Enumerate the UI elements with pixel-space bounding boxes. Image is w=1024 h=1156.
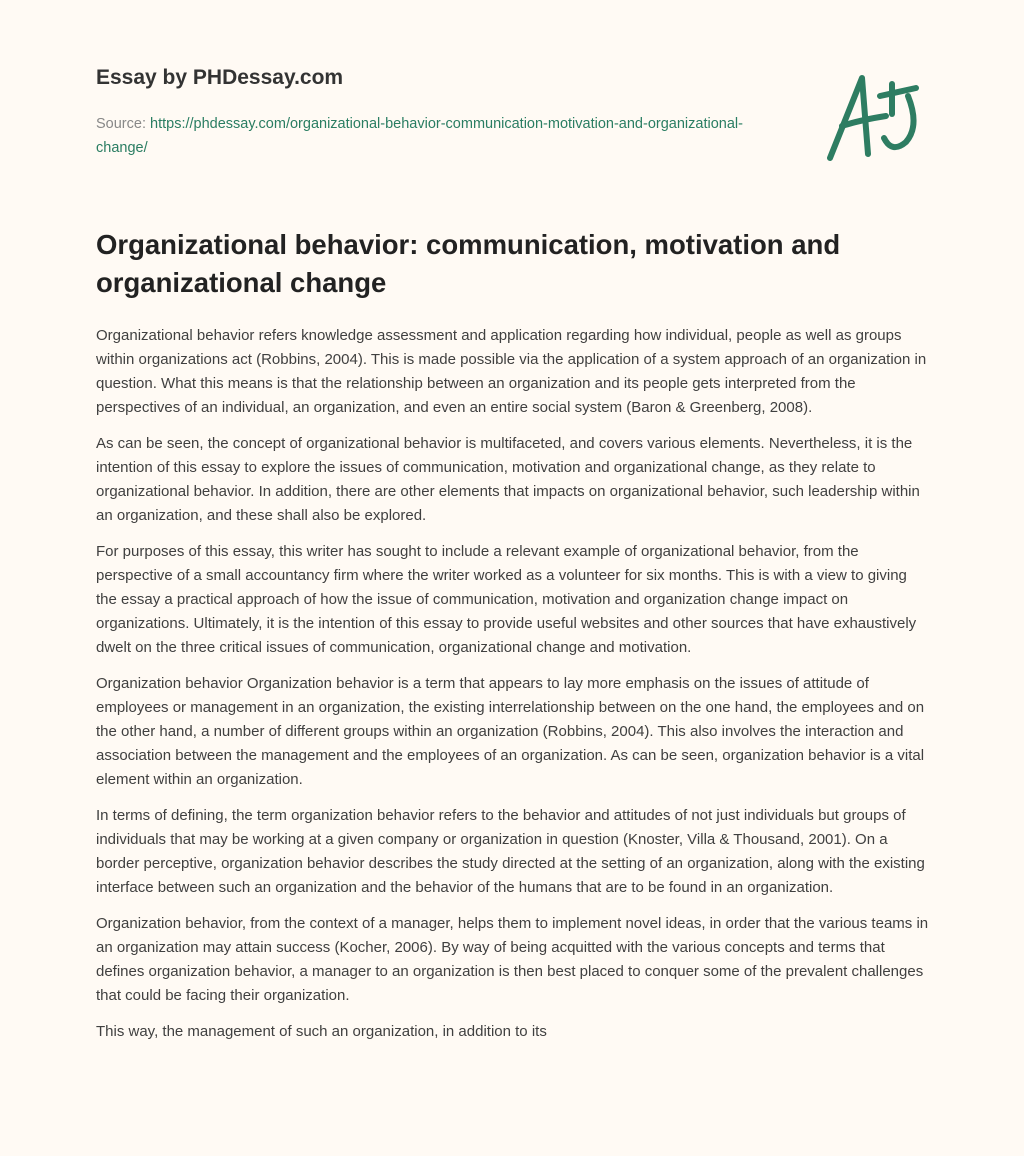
source-line bbox=[96, 112, 776, 160]
source-label: Source: bbox=[96, 116, 146, 132]
paragraph: Organization behavior, from the context of a manager, helps them to implement novel ideas, in order that the various teams in an organization may attain success (Kocher, 2006). By way of being acquitted with the various concepts and terms that defines organization behavior, a manager to an organization is then best placed to conquer some of the prevalent challenges that could be facing their organization. bbox=[96, 915, 929, 1004]
paragraph: As can be seen, the concept of organizational behavior is multifaceted, and covers various elements. Nevertheless, it is the intention of this essay to explore the issues of communication, motivation and organizational change, as they relate to organizational behavior. In addition, there are other elements that impacts on organizational behavior, such leadership within an organization, and these shall also be explored. bbox=[96, 435, 920, 524]
site-brand: Essay by PHDessay.com bbox=[96, 66, 344, 89]
paragraph: Organizational behavior refers knowledge assessment and application regarding how individual, people as well as groups within organizations act (Robbins, 2004). This is made possible via the application of a system approach of an organization in question. What this means is that the relationship between an organization and its people gets interpreted from the perspectives of an individual, an organization, and even an entire social system (Baron & Greenberg, 2008). bbox=[96, 327, 927, 416]
article-body bbox=[96, 324, 930, 1056]
a-plus-logo-icon bbox=[820, 66, 930, 166]
source-link[interactable]: https://phdessay.com/organizational-behavior-communication-motivation-and-organizational-change/ bbox=[96, 116, 743, 156]
article-title: Organizational behavior: communication, motivation and organizational change bbox=[96, 229, 841, 298]
paragraph: In terms of defining, the term organization behavior refers to the behavior and attitudes of not just individuals but groups of individuals that may be working at a given company or organization in question (Knoster, Villa & Thousand, 2001). On a border perceptive, organization behavior describes the study directed at the setting of an organization, along with the existing interface between such an organization and the behavior of the humans that are to be found in an organization. bbox=[96, 807, 925, 896]
paragraph: For purposes of this essay, this writer has sought to include a relevant example of organizational behavior, from the perspective of a small accountancy firm where the writer worked as a volunteer for six months. This is with a view to giving the essay a practical approach of how the issue of communication, motivation and organization change impact on organizations. Ultimately, it is the intention of this essay to provide useful websites and other sources that have exhaustively dwelt on the three critical issues of communication, organizational change and motivation. bbox=[96, 543, 917, 656]
paragraph: Organization behavior Organization behavior is a term that appears to lay more emphasis on the issues of attitude of employees or management in an organization, the existing interrelationship between on the one hand, the employees and on the other hand, a number of different groups within an organization (Robbins, 2004). This also involves the interaction and association between the management and the employees of an organization. As can be seen, organization behavior is a vital element within an organization. bbox=[96, 675, 925, 788]
paragraph: This way, the management of such an organization, in addition to its bbox=[96, 1023, 547, 1040]
